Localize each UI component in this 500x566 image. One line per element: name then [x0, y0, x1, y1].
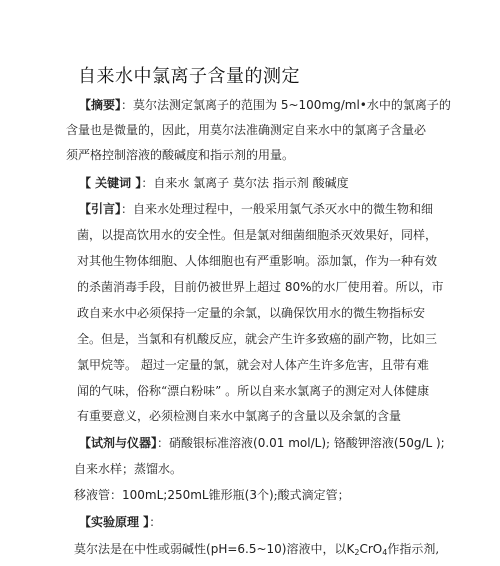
intro-line-6: 全。但是，当氯和有机酸反应，就会产生许多致癌的副产物，比如三 [77, 332, 438, 346]
reagents-line-1: 【试剂与仪器】：硝酸银标准溶液(0.01 mol/L); 铬酸钾溶液(50g/L ); [79, 436, 445, 450]
reagents-line-3: 移液管：100mL;250mL锥形瓶(3个);酸式滴定管； [74, 488, 350, 502]
reagents-line-2: 自来水样；蒸馏水。 [74, 462, 183, 476]
abstract-line-2: 含量也是微量的，因此，用莫尔法准确测定自来水中的氯离子含量必 [66, 123, 427, 137]
intro-line-4: 的杀菌消毒手段，目前仍被世界上超过 80%的水厂使用着。所以，市 [77, 280, 444, 294]
keywords-line: 【 关键词 】：自来水 氯离子 莫尔法 指示剂 酸碱度 [79, 176, 349, 190]
intro-line-5: 政自来水中必须保持一定量的余氯，以确保饮用水的微生物指标安 [77, 306, 426, 320]
principle-label: 【实验原理 】 [79, 515, 150, 529]
abstract-line-1: 【摘要】：莫尔法测定氯离子的范围为 5~100mg/ml•水中的氯离子的 [79, 98, 451, 112]
intro-line-7: 氯甲烷等。 超过一定量的氯，就会对人体产生许多危害，且带有难 [77, 358, 429, 372]
intro-line-9: 有重要意义，必须检测自来水中氯离子的含量以及余氯的含量 [77, 409, 402, 423]
intro-line-8: 闻的气味，俗称“漂白粉味” 。所以自来水氯离子的测定对人体健康 [77, 384, 430, 398]
reagents-label: 【试剂与仪器】 [79, 436, 158, 450]
principle-line-1: 莫尔法是在中性或弱碱性(pH=6.5~10)溶液中，以$K_2CrO_4$作指示剂, [74, 542, 440, 557]
abstract-label: 【摘要】 [79, 98, 122, 112]
intro-line-1: 【引言】：自来水处理过程中，一般采用氯气杀灭水中的微生物和细 [79, 202, 434, 216]
intro-label: 【引言】 [79, 202, 122, 216]
abstract-line-3: 须严格控制溶液的酸碱度和指示剂的用量。 [66, 148, 295, 162]
document-title: 自来水中氯离子含量的测定 [78, 66, 300, 87]
intro-line-3: 对其他生物体细胞、人体细胞也有严重影响。添加氯，作为一种有效 [77, 254, 438, 268]
principle-heading: 【实验原理 】： [79, 515, 162, 529]
keywords-label: 【 关键词 】 [79, 176, 142, 190]
intro-line-2: 菌，以提高饮用水的安全性。但是氯对细菌细胞杀灭效果好，同样， [77, 228, 438, 242]
